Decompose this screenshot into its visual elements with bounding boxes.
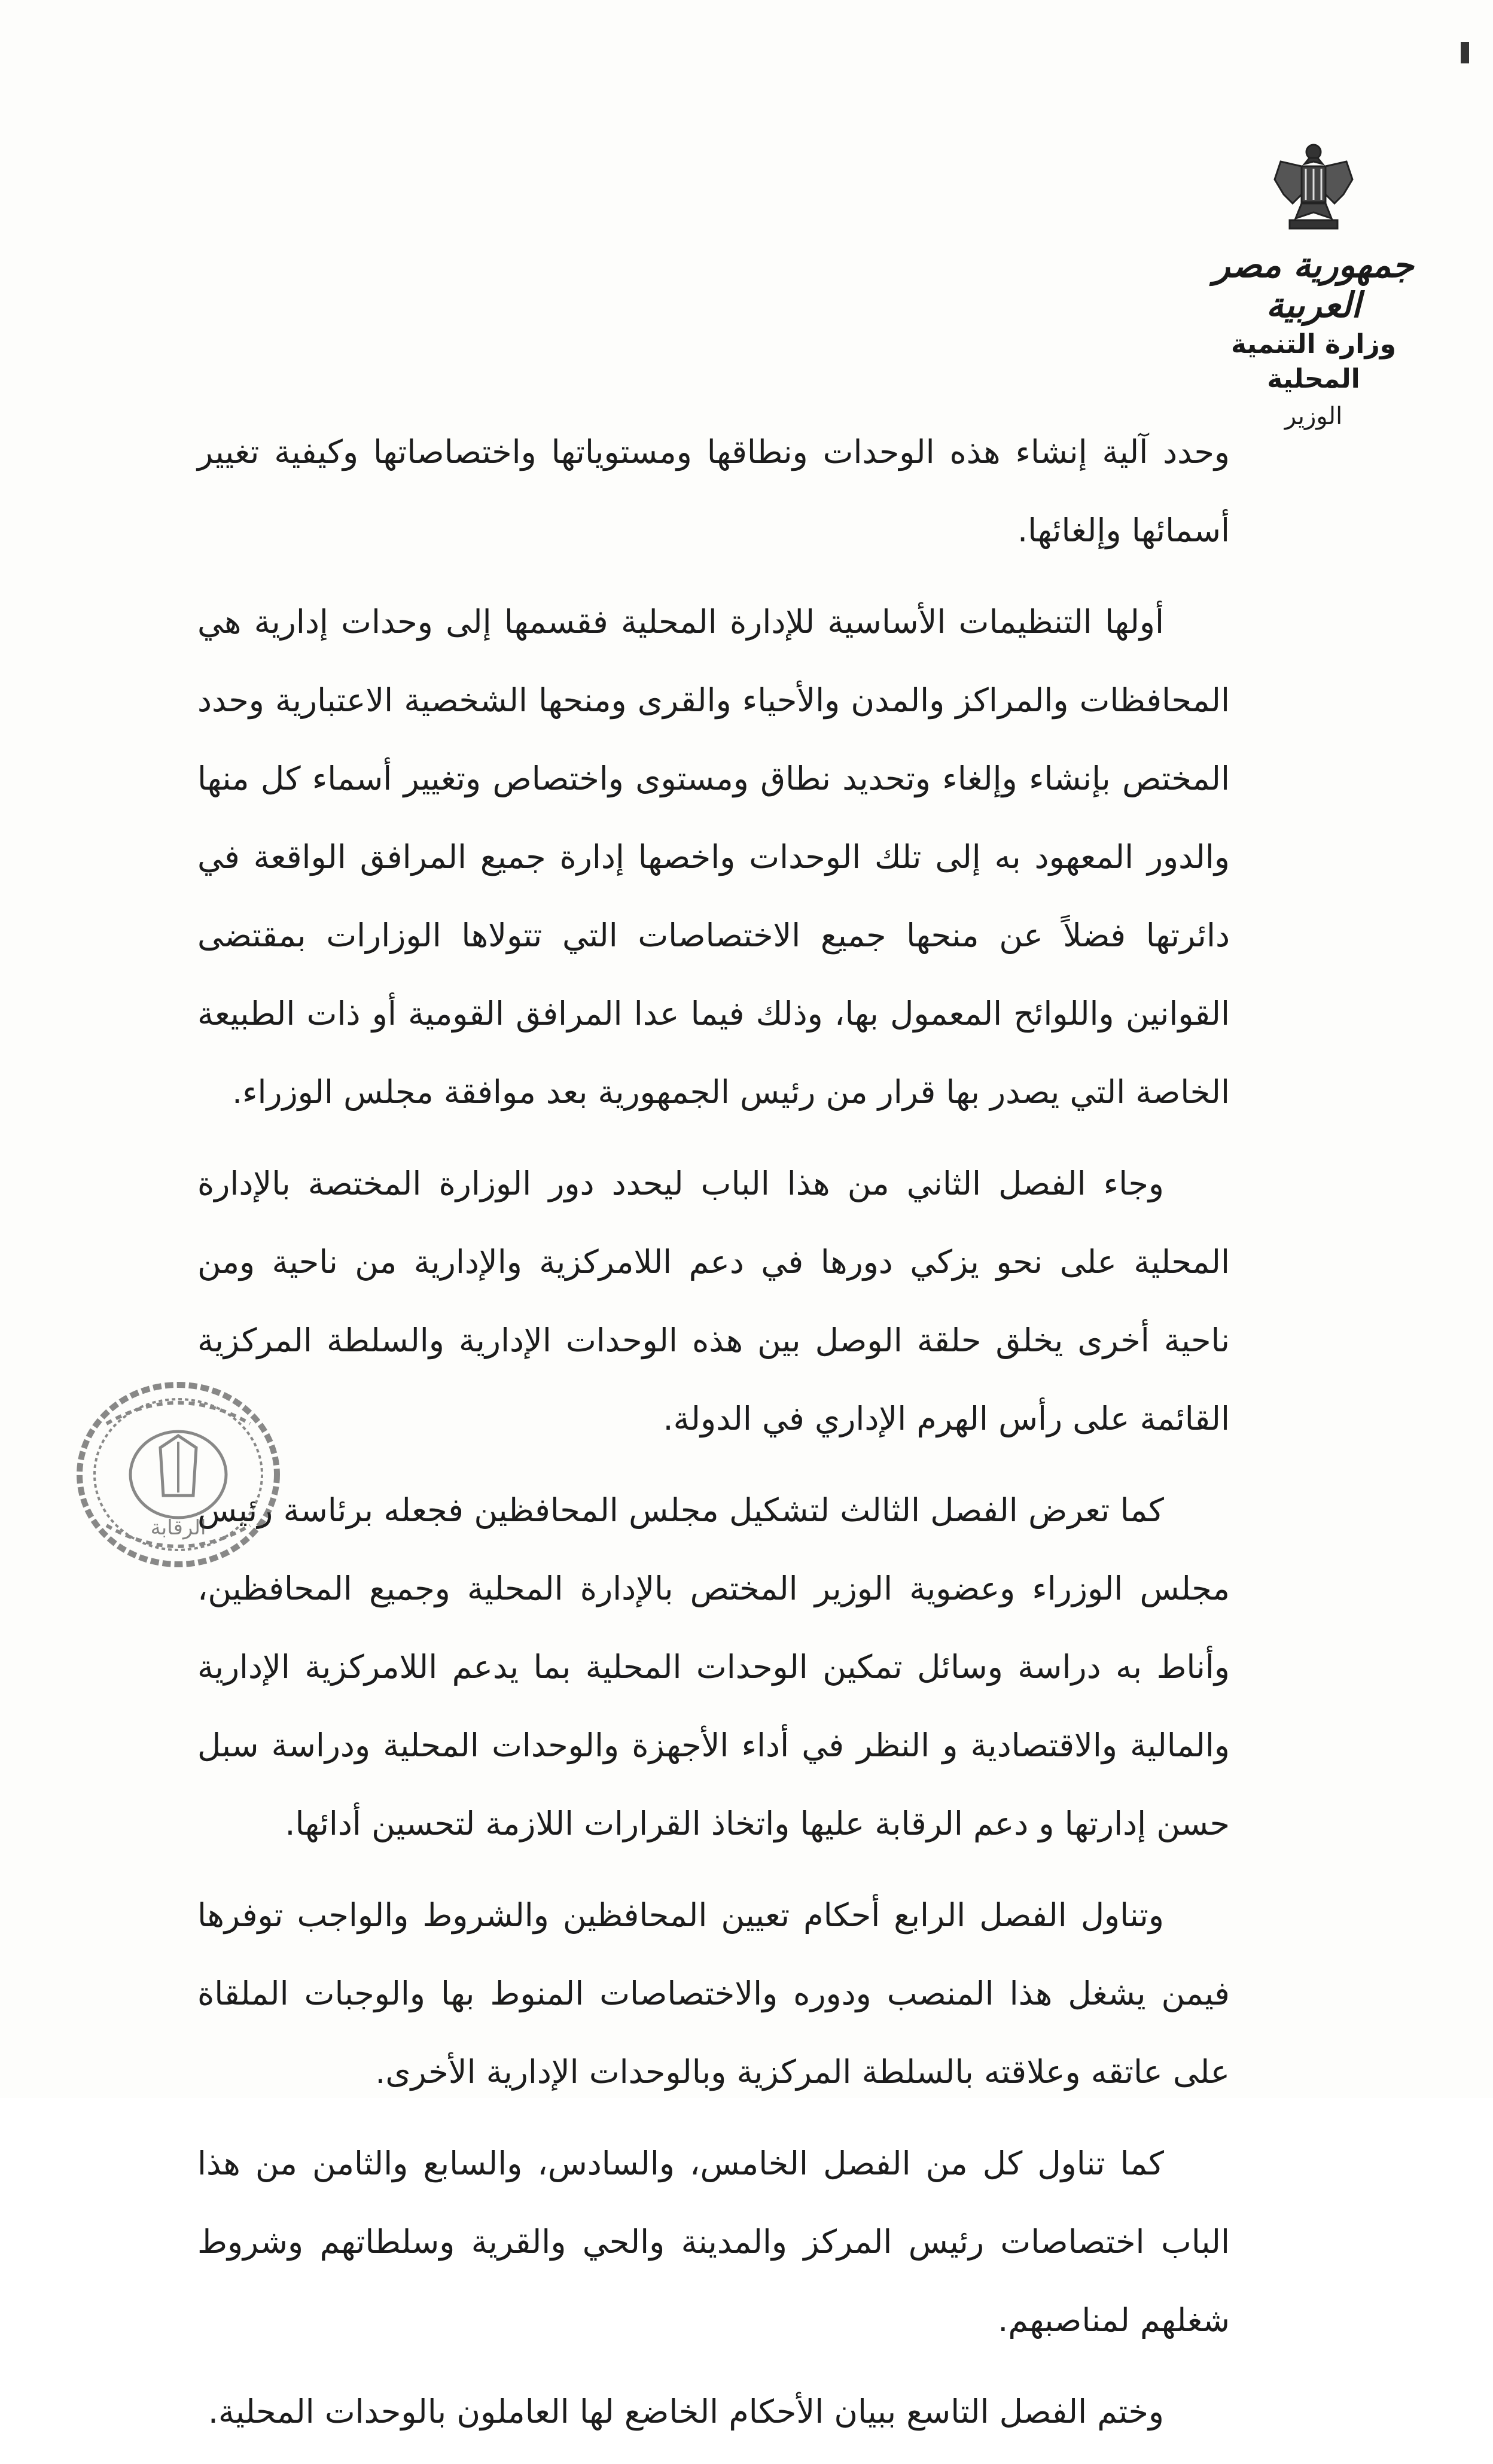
letterhead-office: الوزير [1284,402,1343,430]
paragraph-4: كما تعرض الفصل الثالث لتشكيل مجلس المحافظين فجعله برئاسة رئيس مجلس الوزراء وعضوية الوزير المختص بالإدارة المحلية وجميع المحافظين، وأناط به دراسة وسائل تمكين الوحدات المحلية بما يدعم اللامركزية الإدارية والمالية والاقتصادية و النظر في أداء الأجهزة والوحدات المحلية ودراسة سبل حسن إدارتها و دعم الرقابة عليها واتخاذ القرارات اللازمة لتحسين أدائها. [197,1491,1230,1842]
paragraph-7: وختم الفصل التاسع ببيان الأحكام الخاضع لها العاملون بالوحدات المحلية. [208,2393,1164,2431]
letterhead-ministry: وزارة التنمية المحلية [1230,329,1397,394]
paragraph-2: أولها التنظيمات الأساسية للإدارة المحلية فقسمها إلى وحدات إدارية هي المحافظات والمراكز والمدن والأحياء والقرى ومنحها الشخصية الاعتبارية وحدد المختص بإنشاء وإلغاء وتحديد نطاق ومستوى واختصاص وتغيير أسماء كل منها والدور المعهود به إلى تلك الوحدات واخصها إدارة جميع المرافق الواقعة في دائرتها فضلاً عن منحها جميع الاختصاصات التي تتولاها الوزارات بمقتضى القوانين واللوائح المعمول بها، وذلك فيما عدا المرافق القومية أو ذات الطبيعة الخاصة التي يصدر بها قرار من رئيس الجمهورية بعد موافقة مجلس الوزراء. [197,603,1230,1111]
eagle-emblem-icon [1269,138,1358,233]
letterhead-country: جمهورية مصر العربية [1213,245,1414,325]
letterhead [1188,138,1439,432]
document-body [197,413,1230,2464]
official-seal-stamp-icon [71,1376,286,1573]
paragraph-3: وجاء الفصل الثاني من هذا الباب ليحدد دور الوزارة المختصة بالإدارة المحلية على نحو يزكي دورها في دعم اللامركزية والإدارية من ناحية ومن ناحية أخرى يخلق حلقة الوصل بين هذه الوحدات الإدارية والسلطة المركزية القائمة على رأس الهرم الإداري في الدولة. [197,1165,1230,1437]
stamp-text: الرقابة [150,1516,206,1540]
paragraph-6: كما تناول كل من الفصل الخامس، والسادس، والسابع والثامن من هذا الباب اختصاصات رئيس المركز والمدينة والحي والقرية وسلطاتهم وشروط شغلهم لمناصبهم. [197,2145,1230,2339]
margin-mark [1461,42,1469,63]
paragraph-1: وحدد آلية إنشاء هذه الوحدات ونطاقها ومستوياتها واختصاصاتها وكيفية تغيير أسمائها وإلغائها. [197,433,1230,549]
paragraph-5: وتناول الفصل الرابع أحكام تعيين المحافظين والشروط والواجب توفرها فيمن يشغل هذا المنصب ودوره والاختصاصات المنوط بها والوجبات الملقاة على عاتقه وعلاقته بالسلطة المركزية وبالوحدات الإدارية الأخرى. [197,1896,1230,2091]
